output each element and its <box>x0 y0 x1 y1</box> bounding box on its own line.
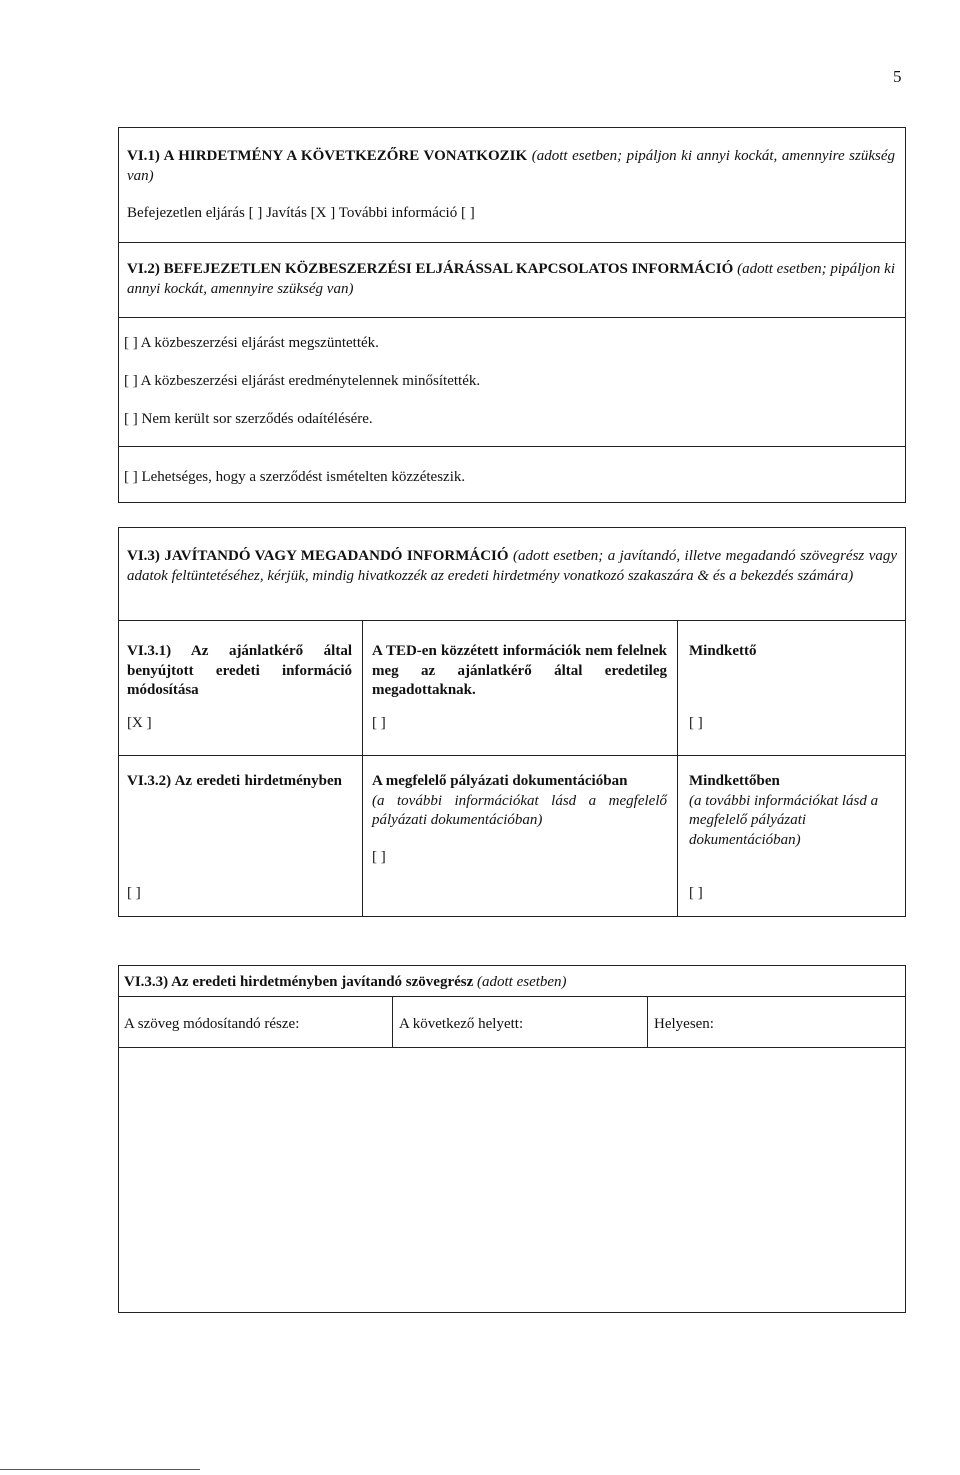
vi2-option-no-award: [ ] Nem került sor szerződés odaítélésére. <box>124 411 373 427</box>
scan-edge-line <box>0 1469 200 1470</box>
section-vi33-heading <box>124 973 567 993</box>
vi32-checkbox-1: [ ] <box>127 885 141 901</box>
column-divider <box>362 620 363 916</box>
divider <box>119 446 905 447</box>
vi31-original-info-modified: VI.3.1) Az ajánlatkérő által benyújtott eredeti információ módosítása <box>127 643 352 698</box>
column-divider <box>677 620 678 916</box>
vi31-ted-mismatch: A TED-en közzétett információk nem felelnek meg az ajánlatkérő által eredetileg megadottaknak. <box>372 643 667 698</box>
section-vi2-note: (adott esetben; pipáljon ki annyi kockát, amennyire szükség van) <box>127 261 896 297</box>
section-box-vi1-vi2 <box>118 127 906 503</box>
section-vi1-note: (adott esetben; pipáljon ki annyi kockát, amennyire szükség van) <box>127 148 895 184</box>
section-vi2-title: VI.2) BEFEJEZETLEN KÖZBESZERZÉSI ELJÁRÁSSAL KAPCSOLATOS INFORMÁCIÓ <box>127 261 734 277</box>
section-vi3-note: (adott esetben; a javítandó, illetve megadandó szövegrész vagy adatok feltüntetéséhez, kérjük, mindig hivatkozzék az eredeti hirdetmény vonatkozó szakaszára & és a bekezdés számára) <box>127 548 898 584</box>
vi32-checkbox-3: [ ] <box>689 885 703 901</box>
vi31-both: Mindkettő <box>689 643 757 659</box>
section-box-vi33 <box>118 965 906 1313</box>
section-vi1-title: VI.1) A HIRDETMÉNY A KÖVETKEZŐRE VONATKOZIK <box>127 148 528 164</box>
divider <box>119 996 905 997</box>
section-vi1-options: Befejezetlen eljárás [ ] Javítás [X ] További információ [ ] <box>127 205 475 221</box>
column-divider <box>392 996 393 1047</box>
vi32-tender-docs-note: (a további információkat lásd a megfelelő pályázati dokumentációban) <box>372 792 667 828</box>
vi2-option-terminated: [ ] A közbeszerzési eljárást megszüntették. <box>124 335 379 351</box>
vi32-checkbox-2: [ ] <box>372 849 386 865</box>
page-number: 5 <box>893 67 902 86</box>
vi32-both-title: Mindkettőben <box>689 773 780 789</box>
section-vi3-title: VI.3) JAVÍTANDÓ VAGY MEGADANDÓ INFORMÁCIÓ <box>127 548 509 564</box>
section-vi3-heading <box>127 547 897 586</box>
divider <box>119 755 905 756</box>
divider <box>119 242 905 243</box>
divider <box>119 317 905 318</box>
vi33-col-text-part: A szöveg módosítandó része: <box>124 1016 300 1032</box>
vi32-both-note: (a további információkat lásd a megfelelő pályázati dokumentációban) <box>689 792 879 848</box>
vi33-col-correct: Helyesen: <box>654 1016 714 1032</box>
vi2-option-unsuccessful: [ ] A közbeszerzési eljárást eredménytelennek minősítették. <box>124 373 481 389</box>
vi32-tender-docs <box>372 772 667 831</box>
section-vi1-heading <box>127 147 895 186</box>
vi31-checkbox-3: [ ] <box>689 715 703 731</box>
vi31-checkbox-1: [X ] <box>127 715 152 731</box>
vi33-col-instead-of: A következő helyett: <box>399 1016 524 1032</box>
section-vi33-note: (adott esetben) <box>477 974 567 990</box>
vi32-both <box>689 772 899 850</box>
section-box-vi3 <box>118 527 906 917</box>
vi32-tender-docs-title: A megfelelő pályázati dokumentációban <box>372 773 628 789</box>
divider <box>119 620 905 621</box>
vi31-checkbox-2: [ ] <box>372 715 386 731</box>
vi2-option-republish: [ ] Lehetséges, hogy a szerződést ismételten közzéteszik. <box>124 469 466 485</box>
divider <box>119 1047 905 1048</box>
column-divider <box>647 996 648 1047</box>
section-vi2-heading <box>127 260 895 299</box>
vi32-original-notice: VI.3.2) Az eredeti hirdetményben <box>127 773 342 789</box>
section-vi33-title: VI.3.3) Az eredeti hirdetményben javítandó szövegrész <box>124 974 474 990</box>
